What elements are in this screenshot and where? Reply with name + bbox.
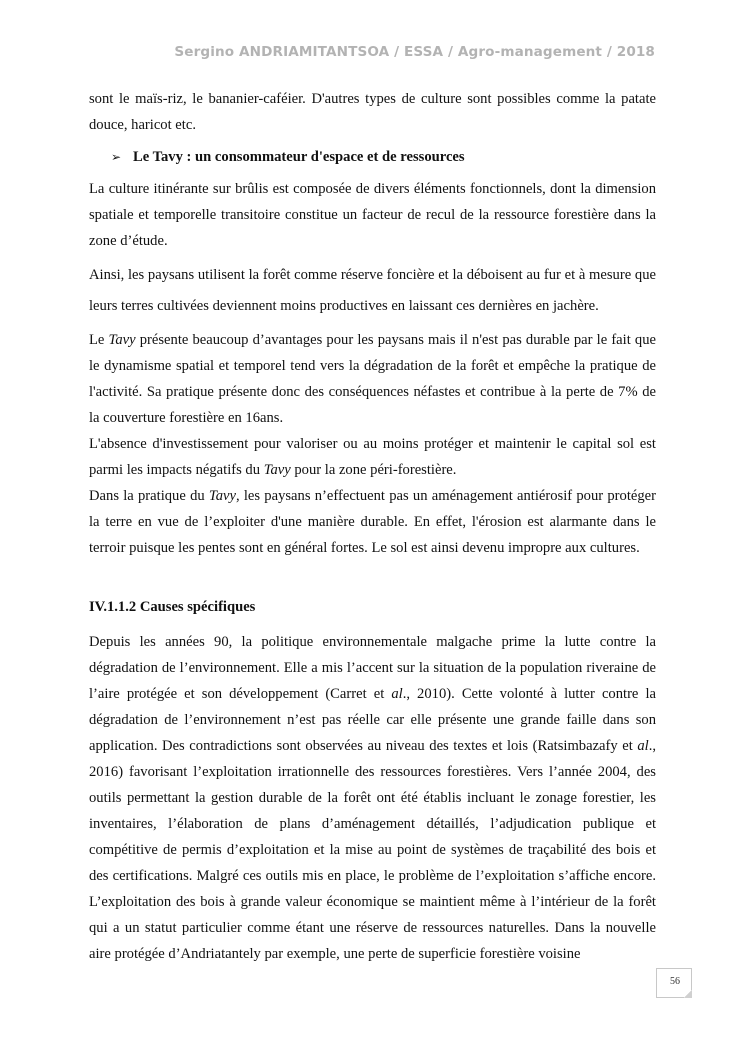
paragraph-6-text bbox=[89, 629, 656, 967]
et-al-term: al bbox=[637, 738, 649, 754]
section-title: IV.1.1.2 Causes spécifiques bbox=[89, 599, 256, 615]
paragraph-3-start: Le bbox=[89, 332, 109, 348]
section-heading-block bbox=[89, 594, 656, 620]
paragraph-5-text bbox=[89, 483, 656, 561]
paragraph-4-start: L'absence d'investissement pour valoriser ou au moins protéger et maintenir le capital sol est parmi les impacts négatifs du bbox=[89, 436, 656, 478]
intro-line-2: douce, haricot etc. bbox=[89, 117, 196, 133]
paragraph-5-rest: , les paysans n’effectuent pas un aménagement antiérosif pour protéger la terre en vue de l’exploiter d'une manière durable. En effet, l'érosion est alarmante dans le terroir puisque les pentes sont en général fortes. Le sol est ainsi devenu impropre aux cultures. bbox=[89, 488, 656, 556]
bullet-heading bbox=[89, 144, 656, 170]
page-number: 56 bbox=[670, 976, 680, 987]
paragraph-3 bbox=[89, 327, 656, 561]
arrow-bullet-icon: ➢ bbox=[111, 150, 122, 164]
paragraph-3-rest: présente beaucoup d’avantages pour les paysans mais il n'est pas durable par le fait que le dynamisme spatial et temporel tend vers la dégradation de la forêt et empêche la pratique de l'activité. Sa pratique présente donc des conséquences néfastes et contribue à la perte de 7% de la couverture forestière en 16ans. bbox=[89, 332, 656, 426]
paragraph-6 bbox=[89, 629, 656, 967]
bullet-heading-text: Le Tavy : un consommateur d'espace et de ressources bbox=[133, 149, 465, 165]
page-number-box bbox=[656, 968, 692, 998]
intro-paragraph bbox=[89, 86, 656, 138]
paragraph-4-text bbox=[89, 431, 656, 483]
paragraph-2-text: Ainsi, les paysans utilisent la forêt comme réserve foncière et la déboisent au fur et à mesure que leurs terres cultivées deviennent moins productives en laissant ces dernières en jachère. bbox=[89, 267, 656, 314]
paragraph-3-text bbox=[89, 327, 656, 431]
tavy-term: Tavy bbox=[208, 488, 236, 504]
tavy-term: Tavy bbox=[263, 462, 291, 478]
paragraph-1 bbox=[89, 176, 656, 254]
paragraph-4-rest: pour la zone péri-forestière. bbox=[290, 462, 457, 478]
paragraph-6-part-a: Depuis les années 90, la politique environnementale malgache prime la lutte contre la dégradation de l’environnement. Elle a mis l’accent sur la situation de la population riveraine de l’aire protégée et son développement (Carret et bbox=[89, 634, 656, 702]
paragraph-2 bbox=[89, 260, 656, 322]
bullet-heading-block bbox=[89, 144, 656, 170]
running-header: Sergino ANDRIAMITANTSOA / ESSA / Agro-management / 2018 bbox=[174, 44, 655, 60]
et-al-term: al bbox=[391, 686, 403, 702]
paragraph-1-text: La culture itinérante sur brûlis est composée de divers éléments fonctionnels, dont la dimension spatiale et temporelle transitoire constitue un facteur de recul de la ressource forestière dans la zone d’étude. bbox=[89, 181, 656, 249]
paragraph-5-start: Dans la pratique du bbox=[89, 488, 209, 504]
paragraph-6-part-c: ., 2016) favorisant l’exploitation irrationnelle des ressources forestières. Vers l’année 2004, des outils permettant la gestion durable de la forêt ont été établis incluant le zonage forestier, les inventaires, l’élaboration de plans d’aménagement détaillés, l’adjudication publique et compétitive de permis d’exploitation et la mise au point de systèmes de traçabilité des bois et des certifications. Malgré ces outils mis en place, le problème de l’exploitation s’affiche encore. L’exploitation des bois à grande valeur économique se maintient même à l’intérieur de la forêt qui a un statut particulier comme étant une réserve de ressources naturelles. Dans la nouvelle aire protégée d’Andriatantely par exemple, une perte de superficie forestière voisine bbox=[89, 738, 656, 962]
intro-line-1: sont le maïs-riz, le bananier-caféier. D'autres types de culture sont possibles comme la patate bbox=[89, 91, 656, 107]
tavy-term: Tavy bbox=[108, 332, 136, 348]
paragraph-6-part-b: ., 2010). Cette volonté à lutter contre la dégradation de l’environnement n’est pas réelle car elle présente une grande faille dans son application. Des contradictions sont observées au niveau des textes et lois (Ratsimbazafy et bbox=[89, 686, 657, 754]
